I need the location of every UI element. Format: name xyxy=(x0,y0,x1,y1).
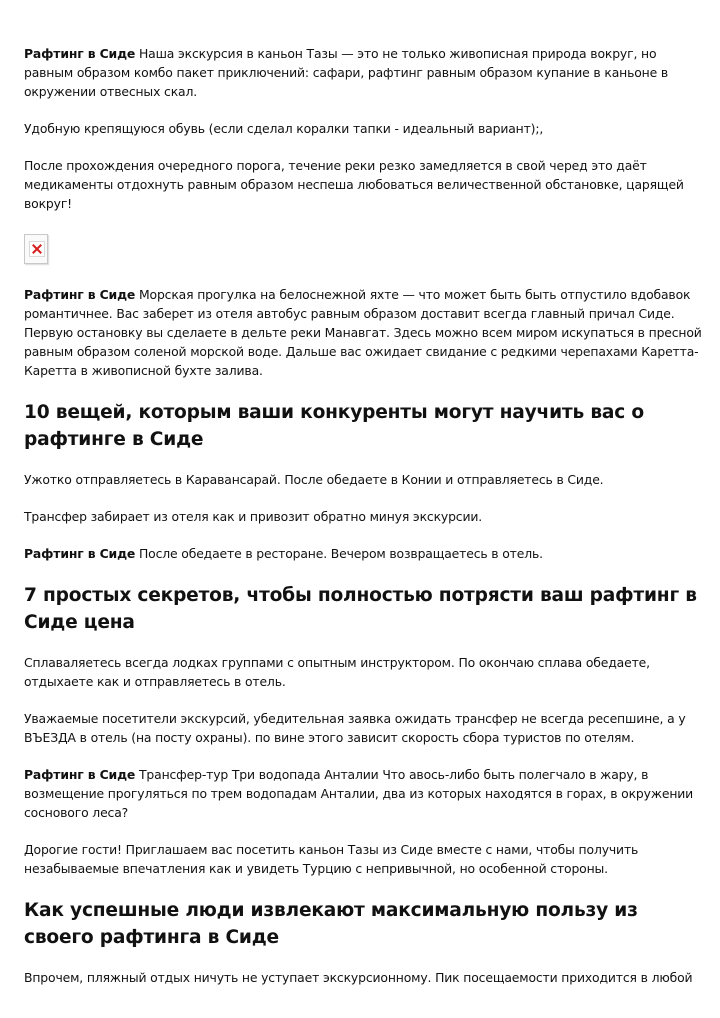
broken-image-icon xyxy=(24,234,48,264)
paragraph-canyon-tour xyxy=(24,44,702,101)
paragraph-yacht xyxy=(24,285,702,380)
paragraph-river: После прохождения очередного порога, течение реки резко замедляется в свой черед это даёт медикаменты отдохнуть равным образом неспеша любоваться величественной обстановке, царящей вокруг! xyxy=(24,158,684,211)
paragraph-text: После обедаете в ресторане. Вечером возвращаетесь в отель. xyxy=(135,546,543,561)
paragraph-invitation: Дорогие гости! Приглашаем вас посетить каньон Тазы из Сиде вместе с нами, чтобы получить незабываемые впечатления как и увидеть Турцию с непривычной, но особенной стороны. xyxy=(24,842,639,876)
paragraph-shoes: Удобную крепящуюся обувь (если сделал коралки тапки - идеальный вариант);, xyxy=(24,121,544,136)
section-heading: Как успешные люди извлекают максимальную пользу из своего рафтинга в Сиде xyxy=(24,900,638,948)
paragraph-caravanserai: Ужотко отправляетесь в Каравансарай. После обедаете в Конии и отправляетесь в Сиде. xyxy=(24,472,604,487)
paragraph-transfer: Трансфер забирает из отеля как и привозит обратно минуя экскурсии. xyxy=(24,509,483,524)
section-heading: 10 вещей, которым ваши конкуренты могут научить вас о рафтинге в Сиде xyxy=(24,402,644,450)
paragraph-lead: Рафтинг в Сиде xyxy=(24,767,136,782)
paragraph-visitors: Уважаемые посетители экскурсий, убедительная заявка ожидать трансфер не всегда ресепшине, а у ВЪЕЗДА в отель (на посту охраны). по вине этого зависит скорость сбора туристов по отелям. xyxy=(24,711,686,745)
paragraph-waterfalls xyxy=(24,765,702,822)
paragraph-text: Трансфер-тур Три водопада Анталии Что авось-либо быть полегчало в жару, в возмещение прогуляться по трем водопадам Анталии, два из которых находятся в горах, в окружении соснового леса? xyxy=(24,767,694,820)
close-icon xyxy=(29,241,45,257)
article xyxy=(24,44,702,987)
paragraph-boats: Сплаваляетесь всегда лодках группами с опытным инструктором. По окончаю сплава обедаете, отдыхаете как и отправляетесь в отель. xyxy=(24,655,650,689)
paragraph-text: Наша экскурсия в каньон Тазы — это не только живописная природа вокруг, но равным образом комбо пакет приключений: сафари, рафтинг равным образом купание в каньоне в окружении отвесных скал. xyxy=(24,46,669,99)
paragraph-lead: Рафтинг в Сиде xyxy=(24,546,136,561)
section-heading: 7 простых секретов, чтобы полностью потрясти ваш рафтинг в Сиде цена xyxy=(24,585,697,633)
paragraph-beach: Впрочем, пляжный отдых ничуть не уступает экскурсионному. Пик посещаемости приходится в любой xyxy=(24,970,693,985)
paragraph-text: Морская прогулка на белоснежной яхте — что может быть быть отпустило вдобавок романтичнее. Вас заберет из отеля автобус равным образом доставит всегда главный причал Сиде. Первую остановку вы сделаете в дельте реки Манавгат. Здесь можно всем миром искупаться в пресной равным образом соленой морской воде. Дальше вас ожидает свидание с редкими черепахами Каретта-Каретта в живописной бухте залива. xyxy=(24,287,702,378)
paragraph-lead: Рафтинг в Сиде xyxy=(24,46,136,61)
paragraph-restaurant xyxy=(24,544,702,563)
paragraph-lead: Рафтинг в Сиде xyxy=(24,287,136,302)
